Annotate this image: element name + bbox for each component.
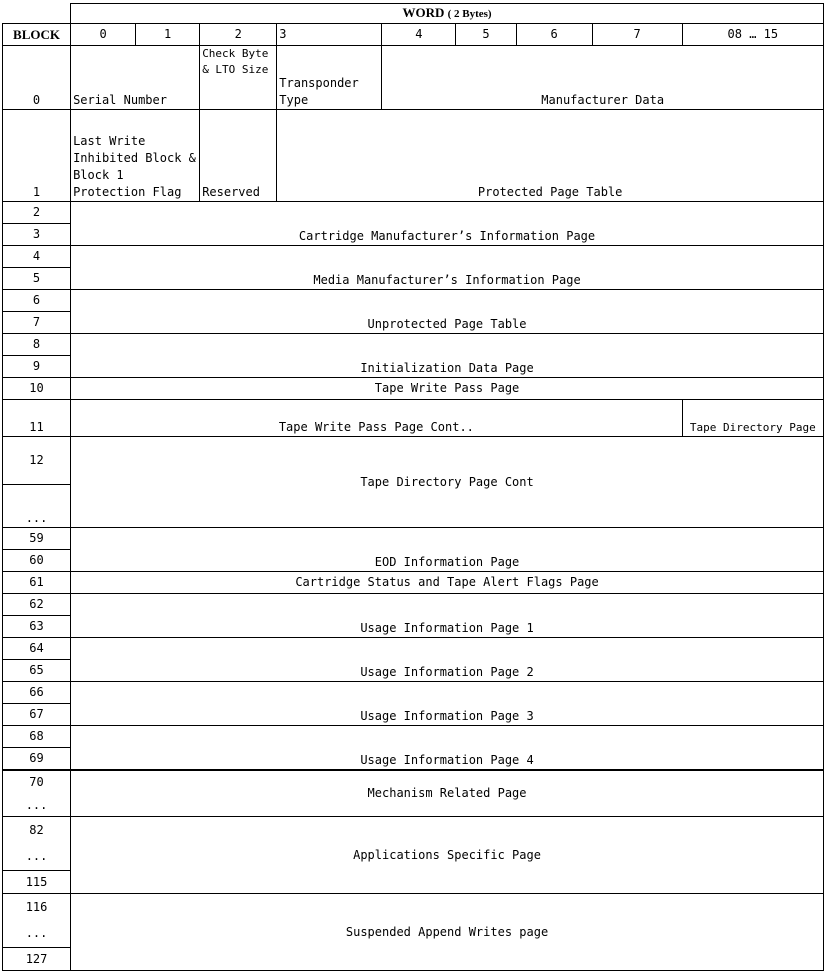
block-number: 9 [3, 356, 71, 378]
block-row-64 [3, 638, 824, 660]
block-number: 11 [3, 400, 71, 437]
block-number: 0 [3, 46, 71, 110]
block-ellipsis: ... [3, 795, 71, 817]
suspended-append-writes-page: Suspended Append Writes page [71, 894, 824, 971]
block-number: 2 [3, 202, 71, 224]
block-row-61 [3, 572, 824, 594]
protected-page-table-cell: Protected Page Table [277, 110, 824, 202]
block-number: 65 [3, 660, 71, 682]
header-corner [3, 4, 71, 24]
block-row-6 [3, 290, 824, 312]
tape-directory-page: Tape Directory Page [682, 400, 823, 437]
block-row-62 [3, 594, 824, 616]
block-number: 10 [3, 378, 71, 400]
word-col-8-15: 08 … 15 [682, 24, 823, 46]
block-number: 68 [3, 726, 71, 748]
usage-information-page-3: Usage Information Page 3 [71, 682, 824, 726]
check-byte-cell: Check Byte & LTO Size [200, 46, 277, 110]
tape-write-pass-page-cont: Tape Write Pass Page Cont.. [71, 400, 683, 437]
block-number: 116 [3, 894, 71, 921]
mechanism-related-page: Mechanism Related Page [71, 770, 824, 817]
block-row-68 [3, 726, 824, 748]
block-number: 115 [3, 871, 71, 894]
usage-information-page-2: Usage Information Page 2 [71, 638, 824, 682]
last-write-inhibited-cell: Last Write Inhibited Block & Block 1 Protection Flag [71, 110, 200, 202]
block-number: 59 [3, 528, 71, 550]
cartridge-status-page: Cartridge Status and Tape Alert Flags Page [71, 572, 824, 594]
word-col-7: 7 [592, 24, 682, 46]
block-row-59 [3, 528, 824, 550]
word-header [71, 4, 824, 24]
unprotected-page-table: Unprotected Page Table [71, 290, 824, 334]
cartridge-manufacturer-info-page: Cartridge Manufacturer’s Information Page [71, 202, 824, 246]
block-number: 61 [3, 572, 71, 594]
header-columns-row [3, 24, 824, 46]
block-ellipsis: ... [3, 485, 71, 528]
block-number: 66 [3, 682, 71, 704]
block-row-116 [3, 894, 824, 921]
memory-map-table [2, 3, 824, 971]
block-number: 6 [3, 290, 71, 312]
block-row-70 [3, 770, 824, 795]
block-row-11 [3, 400, 824, 437]
block-number: 4 [3, 246, 71, 268]
word-col-1: 1 [136, 24, 200, 46]
block-number: 62 [3, 594, 71, 616]
block-number: 1 [3, 110, 71, 202]
block-row-0 [3, 46, 824, 110]
word-col-4: 4 [382, 24, 456, 46]
eod-information-page: EOD Information Page [71, 528, 824, 572]
block-number: 7 [3, 312, 71, 334]
block-number: 8 [3, 334, 71, 356]
block-number: 5 [3, 268, 71, 290]
block-row-10 [3, 378, 824, 400]
block-number: 60 [3, 550, 71, 572]
block-ellipsis: ... [3, 844, 71, 871]
word-col-3: 3 [277, 24, 382, 46]
block-row-82 [3, 817, 824, 844]
manufacturer-data-cell: Manufacturer Data [382, 46, 824, 110]
reserved-cell: Reserved [200, 110, 277, 202]
block-ellipsis: ... [3, 921, 71, 948]
block-number: 3 [3, 224, 71, 246]
block-number: 127 [3, 948, 71, 971]
block-row-1 [3, 110, 824, 202]
initialization-data-page: Initialization Data Page [71, 334, 824, 378]
block-row-12 [3, 437, 824, 485]
word-col-5: 5 [456, 24, 516, 46]
block-row-4 [3, 246, 824, 268]
block-number: 67 [3, 704, 71, 726]
block-number: 69 [3, 748, 71, 770]
word-col-6: 6 [516, 24, 592, 46]
usage-information-page-4: Usage Information Page 4 [71, 726, 824, 770]
word-title: WORD [402, 5, 445, 20]
tape-directory-page-cont: Tape Directory Page Cont [71, 437, 824, 528]
block-number: 82 [3, 817, 71, 844]
serial-number-cell: Serial Number [71, 46, 200, 110]
usage-information-page-1: Usage Information Page 1 [71, 594, 824, 638]
word-units: ( 2 Bytes) [447, 8, 492, 20]
applications-specific-page: Applications Specific Page [71, 817, 824, 894]
block-number: 70 [3, 770, 71, 795]
transponder-type-cell: Transponder Type [277, 46, 382, 110]
block-column-header: BLOCK [3, 24, 71, 46]
media-manufacturer-info-page: Media Manufacturer’s Information Page [71, 246, 824, 290]
word-col-0: 0 [71, 24, 136, 46]
tape-write-pass-page: Tape Write Pass Page [71, 378, 824, 400]
word-col-2: 2 [200, 24, 277, 46]
block-row-8 [3, 334, 824, 356]
block-number: 12 [3, 437, 71, 485]
header-word-row [3, 4, 824, 24]
block-row-66 [3, 682, 824, 704]
block-row-2 [3, 202, 824, 224]
block-number: 63 [3, 616, 71, 638]
block-number: 64 [3, 638, 71, 660]
